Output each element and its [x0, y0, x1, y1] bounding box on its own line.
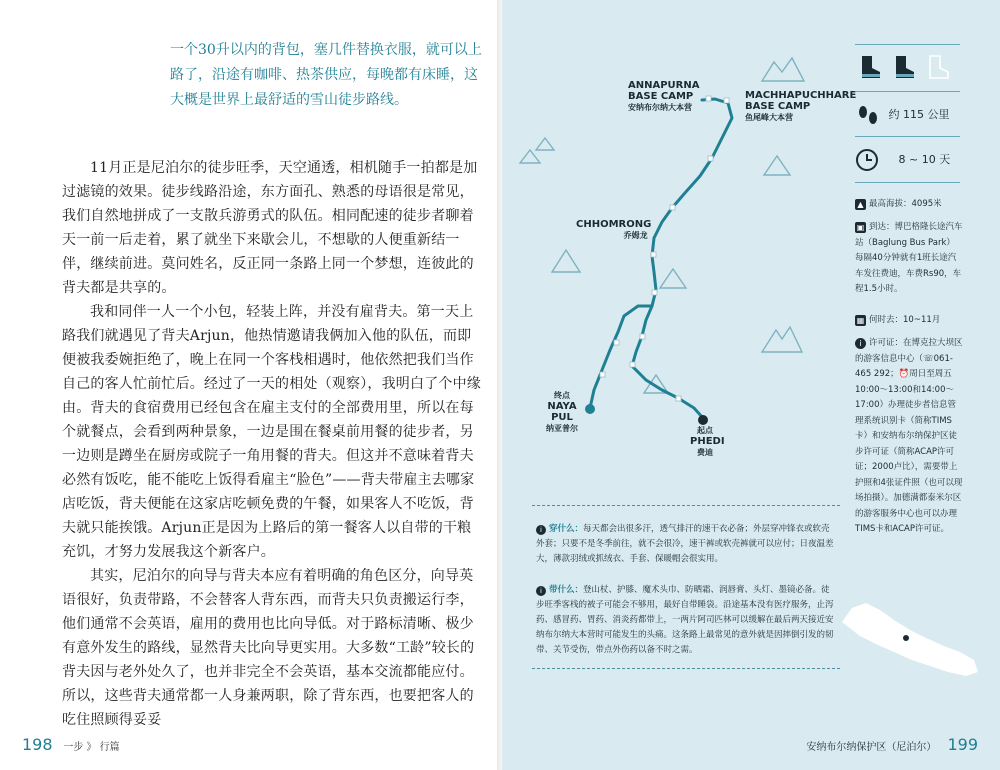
- tip-text: 每天都会出很多汗，透气排汗的速干衣必备；外层穿冲锋衣或软壳外套；只要不是冬季前往，就不会很冷，速干裤或软壳裤就可以应付；日夜温差大，薄款羽绒或抓绒衣、手套、保暖帽会很实用。: [536, 524, 834, 564]
- trek-route-branch: [590, 306, 652, 408]
- tip-head: 带什么：: [549, 585, 584, 595]
- transport-text: 到达：博巴格隆长途汽车站（Baglung Bus Park）每隔40分钟就有1班长途汽车发往费迪，车费Rs90，车程1.5小时。: [855, 222, 963, 294]
- permit-text: 许可证：在博克拉大坝区的游客信息中心（☏061-465 292；⏰周日至周五 10:00～13:00和14:00～17:00）办理徒步者信息管理系统识别卡（简称TIMS卡）和安纳布尔纳保护区徒步许可证（简称ACAP许可证；2000卢比），需要带上护照和4张证件照（也可以现场拍摄）。加德满都泰米尔区的游客服务中心也可以办理TIMS卡和ACAP许可证。: [855, 338, 963, 534]
- route-label-mbc: [745, 90, 855, 123]
- clock-icon: [855, 148, 881, 172]
- mountain-icon: [536, 138, 554, 150]
- sidebar-divider: [855, 91, 960, 92]
- route-label-zh: 安纳布尔纳大本营: [628, 103, 692, 112]
- paragraph: 其实，尼泊尔的向导与背夫本应有着明确的角色区分，向导英语很好，负责带路，不会替客人背东西，而背夫只负责搬运行李，他们通常不会英语，雇用的费用也比向导低。对于路标清晰、极少有意外发生的路线，显然背夫比向导更实用。大多数“工龄”较长的背夫因与老外处久了，也并非完全不会英语，基本交流都能应付。所以，这些背夫通常都一人身兼两职，除了背东西，也要把客人的吃住照顾得妥妥: [62, 568, 475, 728]
- sidebar-divider: [855, 136, 960, 137]
- route-label-en: PHEDI: [690, 436, 725, 447]
- hiking-boot-icon: [862, 56, 880, 78]
- info-icon: i: [855, 338, 866, 349]
- sidebar-divider: [855, 44, 960, 45]
- route-waypoints: [600, 96, 729, 401]
- start-point-marker: [698, 415, 708, 425]
- route-label-zh: 乔姆龙: [623, 231, 648, 240]
- route-label-chhomrong: [576, 219, 651, 241]
- trek-route: [632, 99, 732, 418]
- mountain-icon: [762, 327, 802, 352]
- route-label-phedi: [690, 425, 725, 458]
- footprints-icon: [855, 104, 881, 126]
- route-label-abc: [628, 80, 708, 113]
- altitude-text: 最高海拔：4095米: [869, 199, 942, 209]
- duration-value: 8 ~ 10 天: [898, 153, 951, 166]
- calendar-icon: ▦: [856, 316, 865, 325]
- mountain-icon: [762, 58, 804, 81]
- season-text: 何时去：10~11月: [869, 315, 941, 325]
- mountain-icon: [764, 156, 790, 175]
- distance-stat: [855, 104, 960, 126]
- tip-text: 登山杖、护膝、魔术头巾、防晒霜、润唇膏、头灯、墨镜必备。徒步旺季客栈的被子可能会不够用，最好自带睡袋。沿途基本没有医疗服务，止泻药、感冒药、胃药、消炎药都带上，一两片阿司匹林可以缓解在最后两天接近安纳布尔纳大本营时可能发生的头痛。这条路上最常见的意外就是因摔倒引发的韧带、关节受伤，带点外伤药以备不时之需。: [536, 585, 834, 655]
- hiking-boot-icon: [896, 56, 914, 78]
- season-info: [855, 313, 963, 329]
- route-label-en: MACHHAPUCHHARE BASE CAMP: [745, 90, 857, 112]
- tip-what-to-bring: [536, 583, 836, 658]
- tips-box: [532, 505, 840, 669]
- mountain-icon: ▲: [855, 199, 866, 210]
- distance-value: 约 115 公里: [888, 108, 950, 121]
- info-icon: i: [536, 586, 546, 596]
- bus-icon: ▣: [856, 223, 865, 232]
- route-label-zh: 鱼尾峰大本营: [745, 113, 793, 122]
- intro-text: 一个30升以内的背包，塞几件替换衣服，就可以上路了，沿途有咖啡、热茶供应，每晚都有床睡，这大概是世界上最舒适的雪山徒步路线。: [170, 42, 482, 108]
- nepal-inset-map: [842, 603, 978, 676]
- duration-stat: [855, 148, 960, 172]
- mountain-icon: [552, 250, 580, 272]
- route-label-en: ANNAPURNA BASE CAMP: [628, 80, 700, 102]
- paragraph: 11月正是尼泊尔的徒步旺季，天空通透，相机随手一拍都是加过滤镜的效果。徒步线路沿途，东方面孔、熟悉的母语很是常见，我们自然地拼成了一支散兵游勇式的队伍。相同配速的徒步者聊着天一前一后走着，累了就坐下来歇会儿，不想歇的人便重新结一伴，继续前进。莫问姓名，反正同一条路上同一个梦想，连彼此的背夫都是共享的。: [62, 160, 478, 296]
- tip-head: 穿什么：: [549, 524, 584, 534]
- mountain-icon: [520, 150, 540, 163]
- page-number: 198: [22, 735, 53, 754]
- page-number: 199: [947, 735, 978, 754]
- route-label-zh: 纳亚普尔: [546, 424, 578, 433]
- difficulty-rating: [858, 54, 958, 82]
- route-label-en: NAYA PUL: [547, 401, 577, 423]
- sidebar-divider: [855, 182, 960, 183]
- hiking-boot-icon: [930, 56, 948, 78]
- section-label: 一步 》 行篇: [63, 742, 120, 753]
- route-label-nayapul: [537, 390, 587, 434]
- route-label-zh: 费迪: [697, 448, 713, 457]
- transport-info: [855, 220, 963, 298]
- route-label-tag: 终点: [554, 391, 570, 400]
- paragraph: 我和同伴一人一个小包，轻装上阵，并没有雇背夫。第一天上路我们就遇见了背夫Arjun，他热情邀请我俩加入他的队伍，而即便被我委婉拒绝了，晚上在同一个客栈相遇时，他依然把我们当作自己的客人忙前忙后。经过了一天的相处（观察），我明白了个中缘由。背夫的食宿费用已经包含在雇主支付的全部费用里，所以在每个就餐点，会看到两种景象，一边是围在餐桌前用餐的徒步者，另一边则是蹲坐在厨房或院子一角用餐的背夫。但这并不意味着背夫必然有饭吃，能不能吃上饭得看雇主“脸色”——背夫带雇主去哪家店吃饭，背夫便能在这家店吃顿免费的午餐，如果客人不吃饭，背夫就只能挨饿。Arjun正是因为上路后的第一餐客人以自带的干粮充饥，才努力发展我这个新客户。: [62, 304, 481, 560]
- route-label-en: CHHOMRONG: [576, 219, 652, 230]
- section-label: 安纳布尔纳保护区（尼泊尔）: [806, 742, 937, 753]
- permit-info: [855, 336, 963, 538]
- altitude-info: [855, 197, 963, 213]
- mountain-icon: [660, 269, 686, 288]
- folio-right: [806, 735, 978, 754]
- tip-what-to-wear: [536, 522, 836, 567]
- info-icon: i: [536, 525, 546, 535]
- route-label-tag: 起点: [697, 426, 713, 435]
